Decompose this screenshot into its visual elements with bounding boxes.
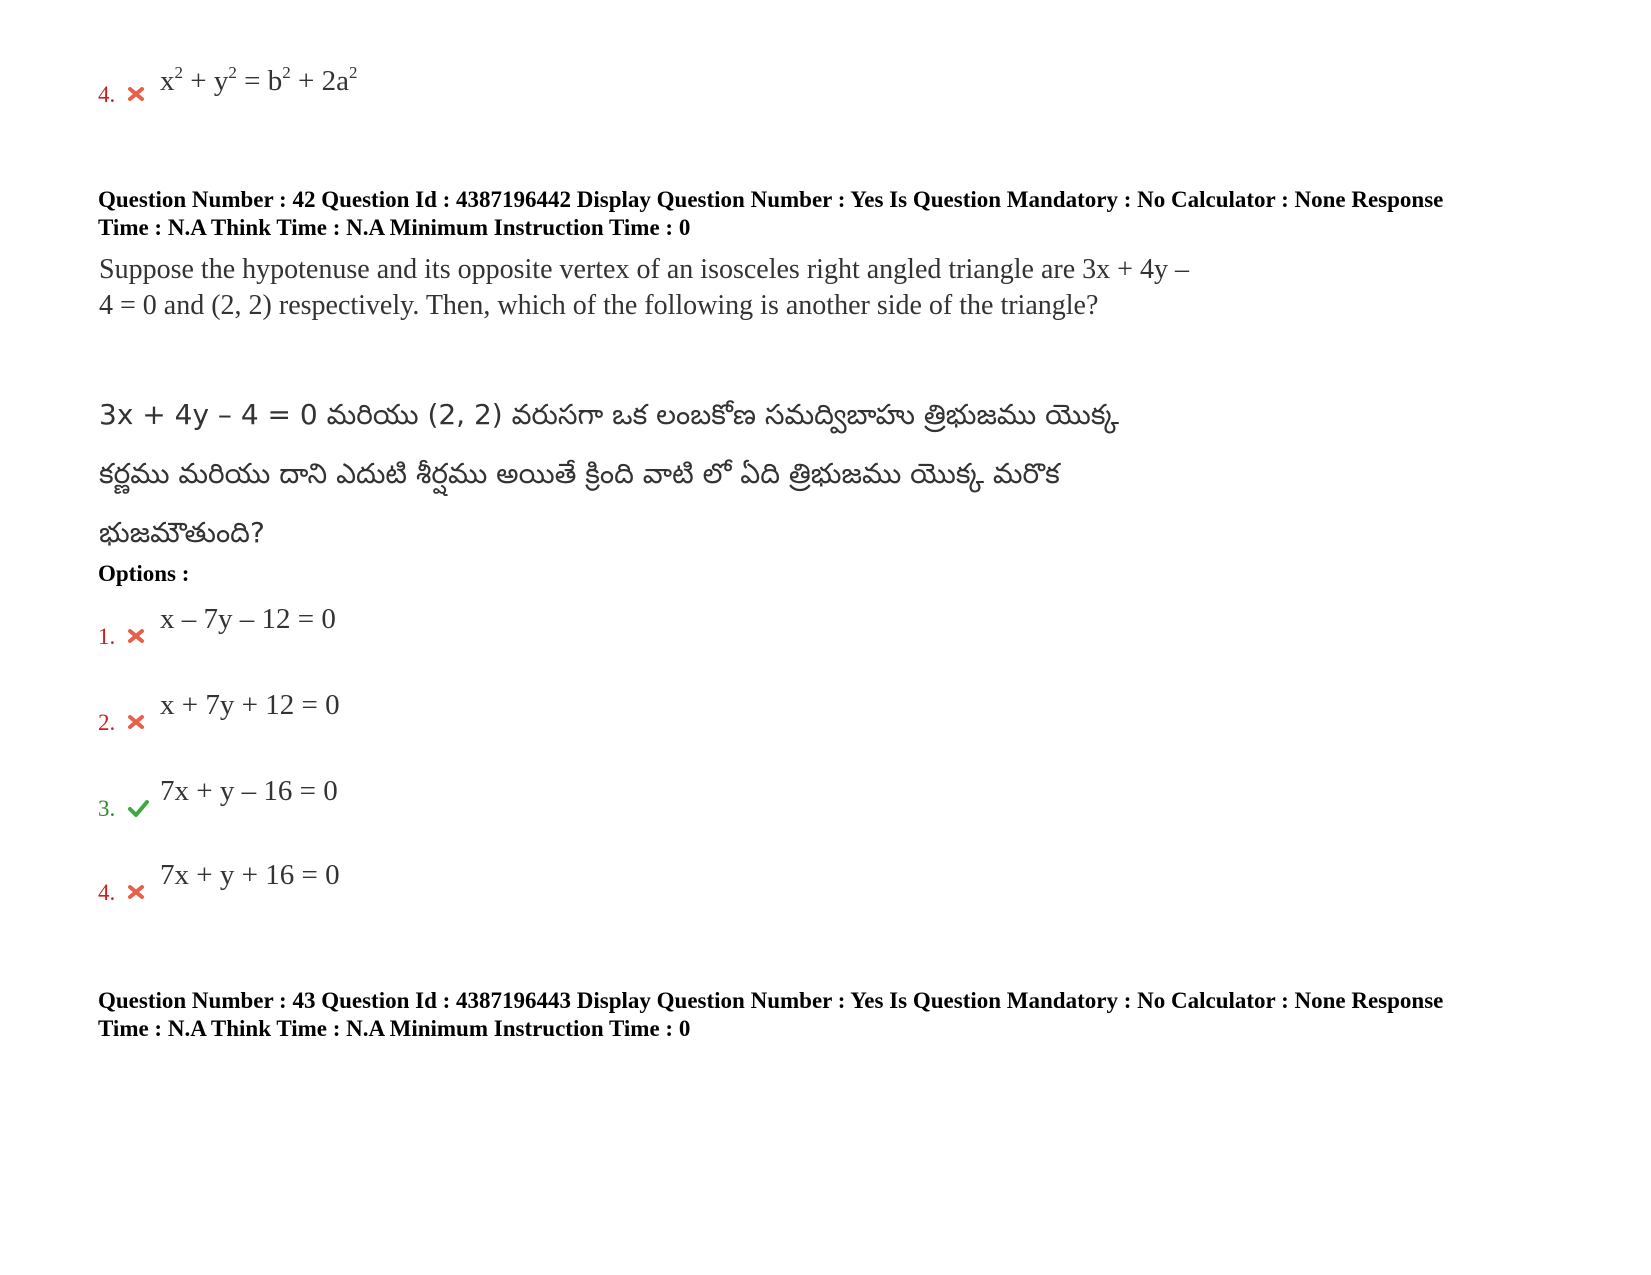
option-number: 4. xyxy=(98,82,116,107)
option-2 xyxy=(98,690,698,734)
cross-icon xyxy=(126,712,146,732)
option-3 xyxy=(98,776,698,820)
meta-line-2: Time : N.A Think Time : N.A Minimum Instruction Time : 0 xyxy=(98,215,691,240)
option-number: 2. xyxy=(98,710,116,735)
option-text: 7x + y + 16 = 0 xyxy=(160,859,340,891)
cross-icon xyxy=(126,882,146,902)
option-number: 4. xyxy=(98,880,116,905)
question-text-telugu xyxy=(99,385,1189,562)
options-label: Options : xyxy=(98,561,190,586)
meta-line-1: Question Number : 42 Question Id : 4387196442 Display Question Number : Yes Is Question Mandatory : No Calculator : None Response xyxy=(98,187,1444,212)
question-text-english: Suppose the hypotenuse and its opposite vertex of an isosceles right angled triangle are 3x + 4y – 4 = 0 and (2, 2) respectively. Then, which of the following is another side of the triangle? xyxy=(99,254,1189,321)
option-1 xyxy=(98,604,698,648)
option-4 xyxy=(98,860,698,904)
telugu-line: భుజమౌతుంది? xyxy=(99,516,265,549)
prev-option-4 xyxy=(98,62,698,106)
option-text: x + 7y + 12 = 0 xyxy=(160,689,340,721)
meta-line-1: Question Number : 43 Question Id : 4387196443 Display Question Number : Yes Is Question Mandatory : No Calculator : None Response xyxy=(98,988,1444,1013)
telugu-line: 3x + 4y – 4 = 0 మరియు (2, 2) వరుసగా ఒక లంబకోణ సమద్విబాహు త్రిభుజము యొక్క xyxy=(99,398,1119,431)
meta-line-2: Time : N.A Think Time : N.A Minimum Instruction Time : 0 xyxy=(98,1016,691,1041)
option-text: x – 7y – 12 = 0 xyxy=(160,603,336,635)
cross-icon xyxy=(126,84,146,104)
option-text: $x^2 + y^2 = b^2 + 2a^2$ xyxy=(160,63,358,97)
telugu-line: కర్ణము మరియు దాని ఎదుటి శీర్షము అయితే క్రింది వాటి లో ఏది త్రిభుజము యొక్క మరొక xyxy=(99,457,1060,490)
question-43-meta xyxy=(98,987,1598,1043)
option-text: 7x + y – 16 = 0 xyxy=(160,775,338,807)
cross-icon xyxy=(126,626,146,646)
check-icon xyxy=(126,798,150,818)
option-number: 3. xyxy=(98,796,116,821)
option-number: 1. xyxy=(98,624,116,649)
question-42-meta xyxy=(98,186,1598,242)
